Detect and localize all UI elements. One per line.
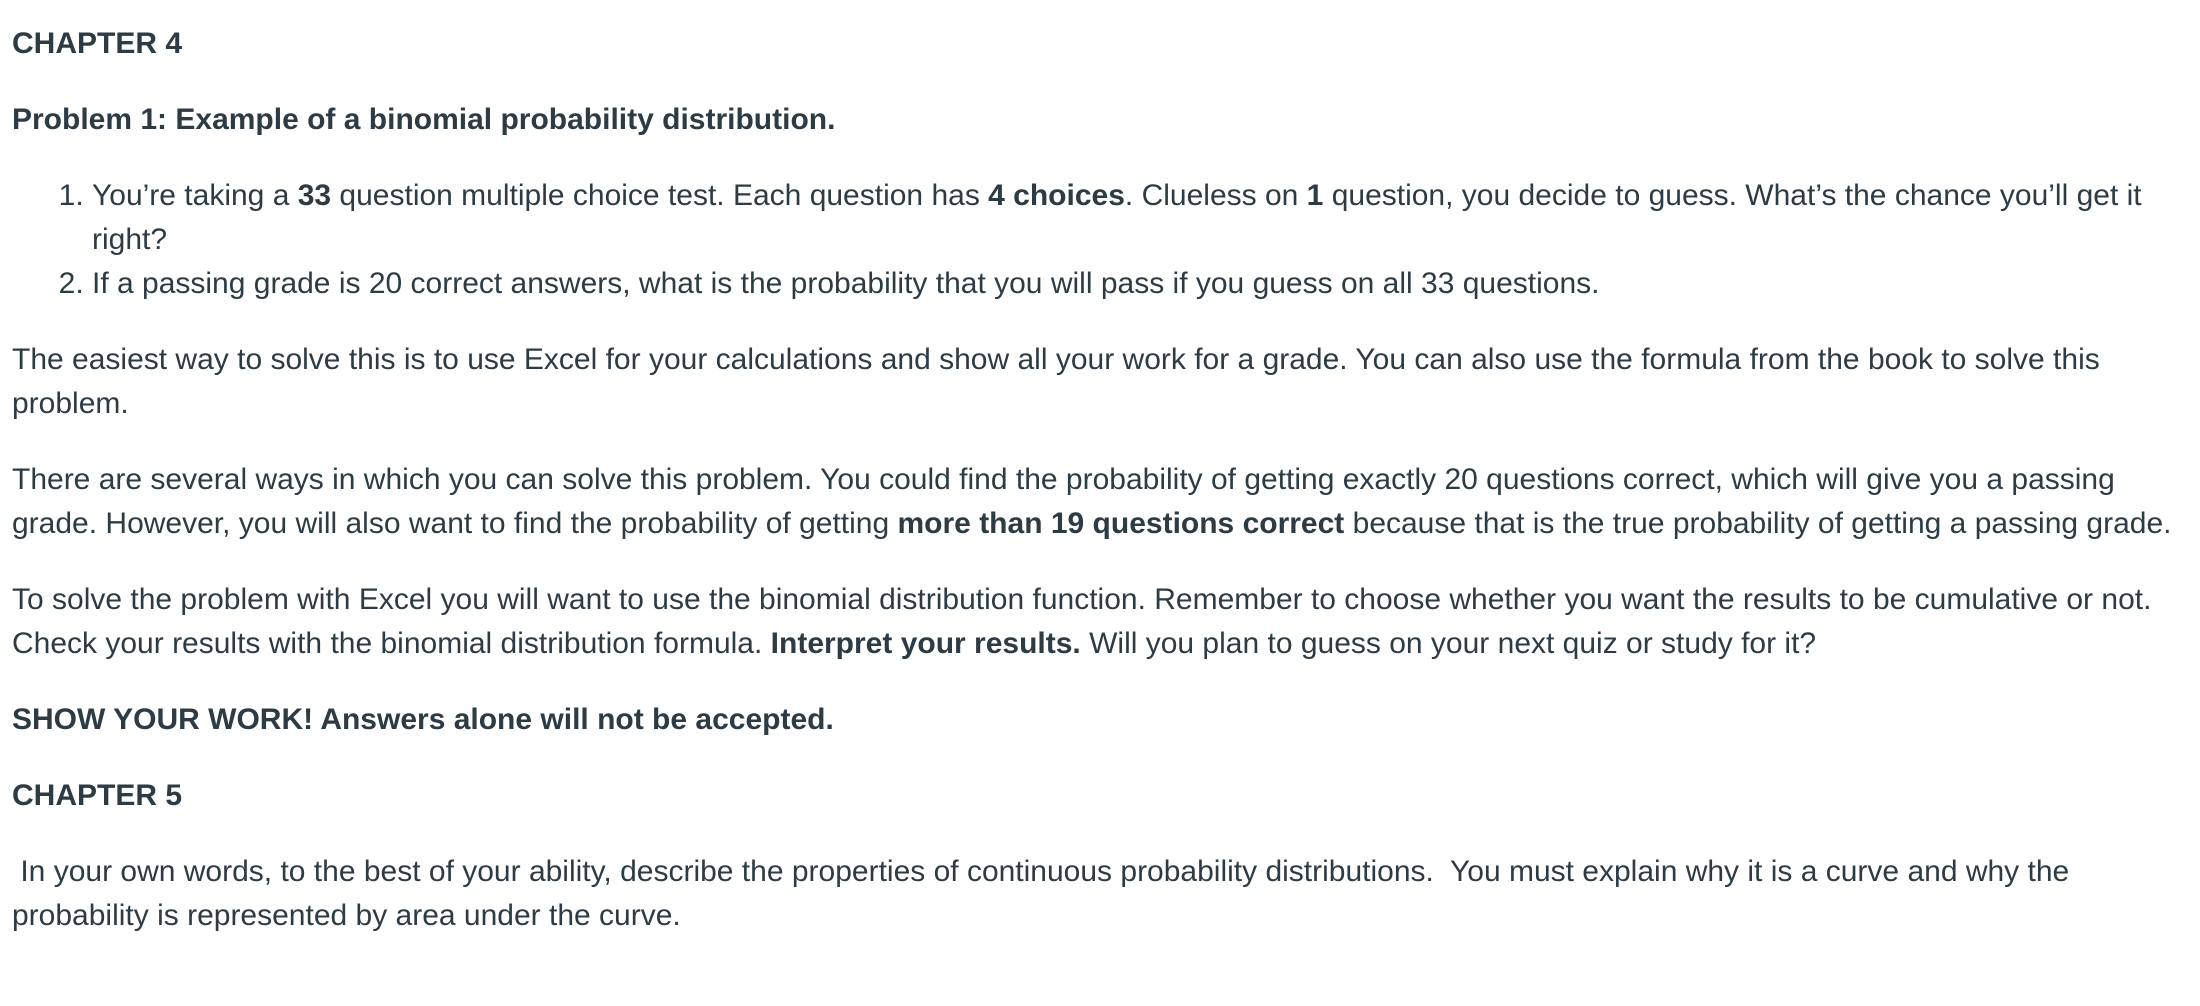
- bold-one: 1: [1306, 179, 1324, 212]
- paragraph-text: Will you plan to guess on your next quiz or study for it?: [1080, 627, 1817, 660]
- problem-list: [12, 174, 2188, 306]
- solve-paragraph: [12, 578, 2188, 666]
- list-item: [92, 174, 2188, 262]
- list-item: [92, 262, 2188, 306]
- chapter-5-paragraph: In your own words, to the best of your ability, describe the properties of continuous probability distributions. You must explain why it is a curve and why the probability is represented by area under the curve.: [12, 855, 2078, 932]
- ways-paragraph: [12, 458, 2188, 546]
- paragraph-text: There are several ways in which you can solve this problem. You could find the probability of getting exactly 20 questions correct, which will give you a passing grade. However, you will also want to find the probability of getting: [12, 463, 2115, 540]
- chapter-5-heading: CHAPTER 5: [12, 779, 183, 812]
- excel-paragraph: The easiest way to solve this is to use Excel for your calculations and show all your work for a grade. You can also use the formula from the book to solve this problem.: [12, 343, 2100, 420]
- list-text: You’re taking a: [92, 179, 298, 212]
- list-text: question, you decide to guess. What’s the chance you’ll get it right?: [92, 179, 2142, 256]
- bold-count: 33: [297, 179, 332, 212]
- list-text: If a passing grade is 20 correct answers, what is the probability that you will pass if you guess on all 33 questions.: [92, 267, 1600, 300]
- bold-phrase: more than 19 questions correct: [897, 507, 1345, 540]
- bold-phrase: Interpret your results.: [770, 627, 1081, 660]
- problem-1-title: Problem 1: Example of a binomial probability distribution.: [12, 103, 836, 136]
- chapter-4-heading: CHAPTER 4: [12, 27, 183, 60]
- bold-choices: 4 choices: [988, 179, 1125, 212]
- paragraph-text: because that is the true probability of getting a passing grade.: [1344, 507, 2172, 540]
- show-work-notice: SHOW YOUR WORK! Answers alone will not be accepted.: [12, 703, 834, 736]
- list-text: question multiple choice test. Each question has: [331, 179, 989, 212]
- paragraph-text: To solve the problem with Excel you will want to use the binomial distribution function. Remember to choose whether you want the results to be cumulative or not. Check your results with the binomial distribution formula.: [12, 583, 2152, 660]
- list-text: . Clueless on: [1124, 179, 1307, 212]
